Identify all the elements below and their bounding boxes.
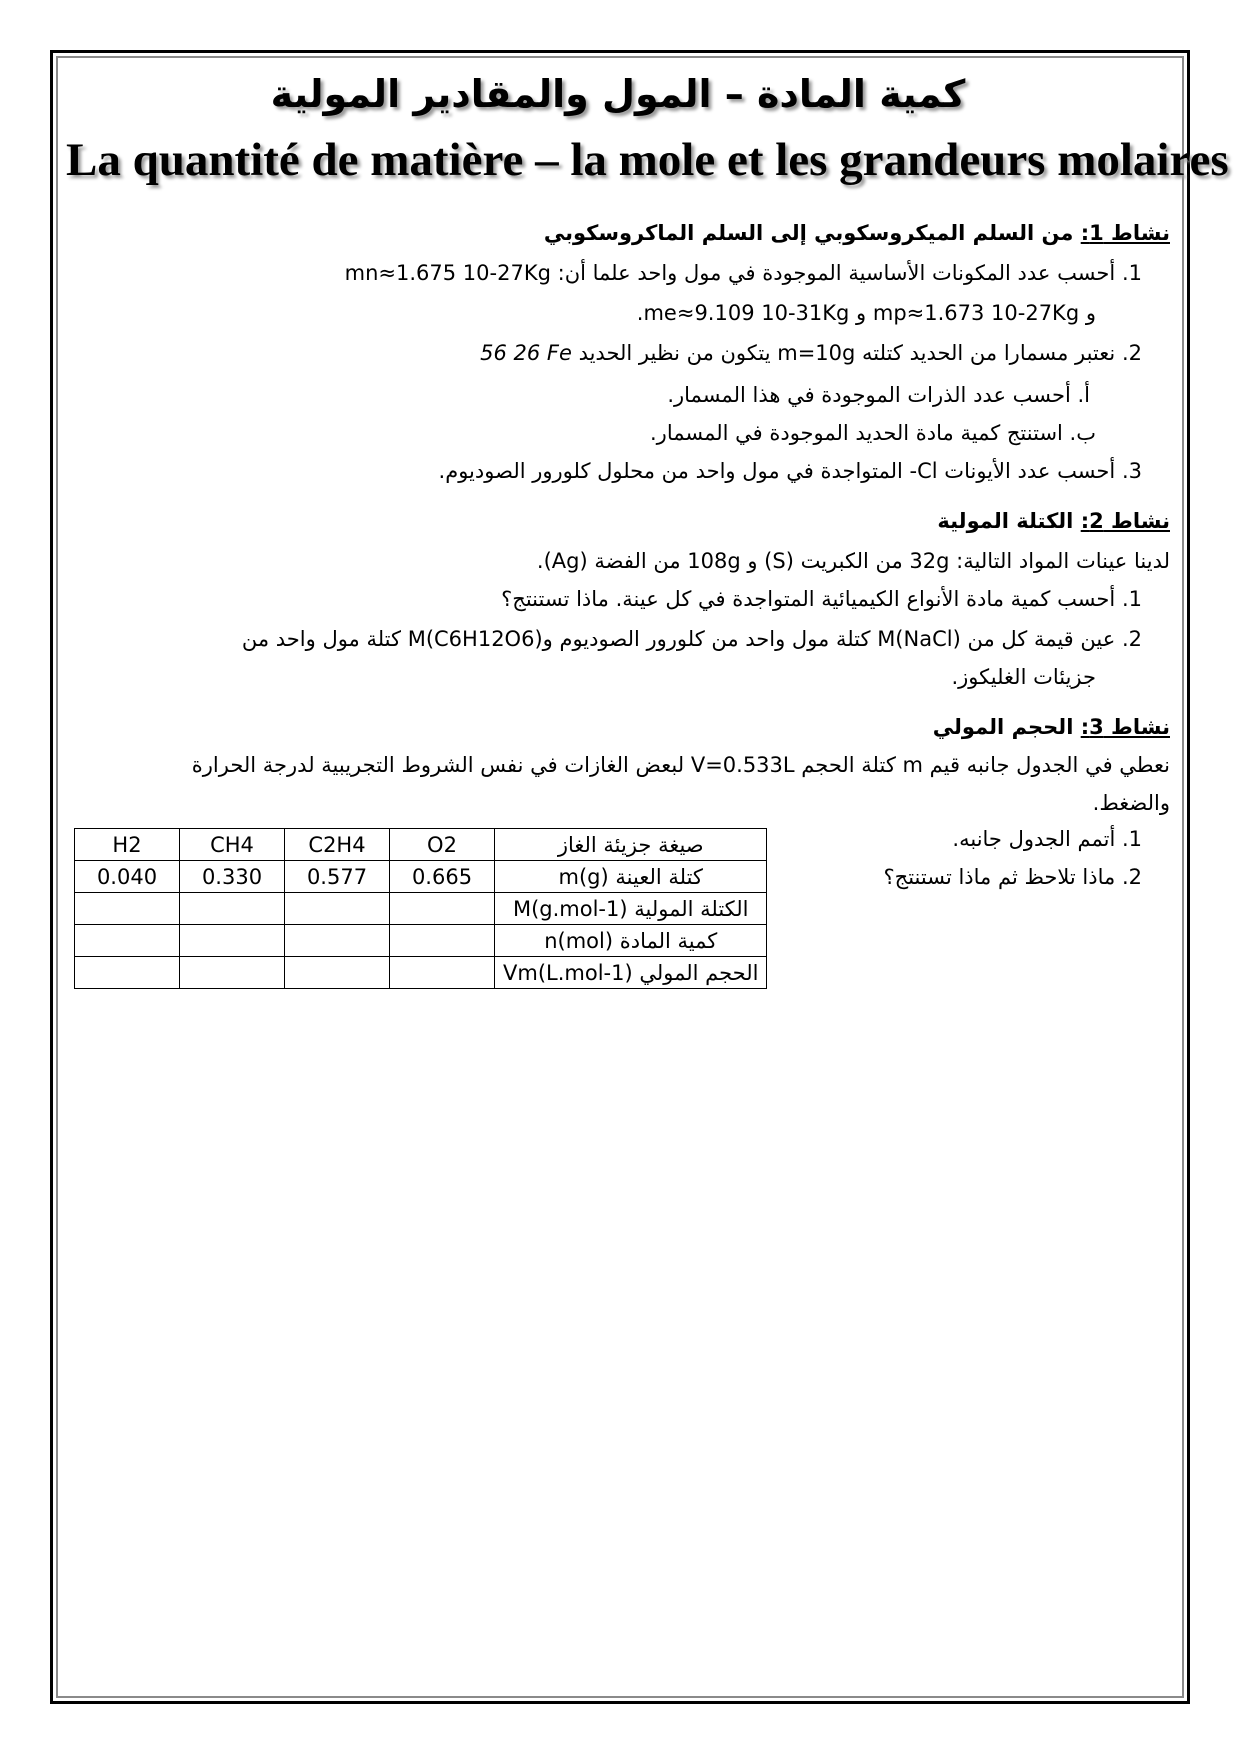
activity1-label: نشاط 1: (1080, 221, 1170, 245)
row-header-molar-volume: الحجم المولي Vm(L.mol-1) (495, 957, 767, 989)
empty-cell[interactable] (390, 893, 495, 925)
gas-cell: CH4 (180, 829, 285, 861)
activity1-q2-text: نعتبر مسمارا من الحديد كتلته m=10g يتكون من نظير الحديد (578, 341, 1116, 365)
activity3-heading (933, 714, 1170, 741)
row-header-amount: كمية المادة n(mol) (495, 925, 767, 957)
activity1-q1-neutron-mass: mn≈1.675 10-27Kg (344, 261, 551, 285)
activity1-q3 (439, 458, 1142, 485)
gas-cell: O2 (390, 829, 495, 861)
empty-cell[interactable] (180, 957, 285, 989)
activity1-q3-number: 3. (1121, 459, 1142, 483)
gas-cell: C2H4 (285, 829, 390, 861)
table-row-formula (75, 829, 767, 861)
title-french: La quantité de matière – la mole et les grandeurs molaires (66, 134, 1229, 186)
activity2-intro: لدينا عينات المواد التالية: 32g من الكبريت (S) و 108g من الفضة (Ag). (536, 549, 1170, 573)
empty-cell[interactable] (390, 957, 495, 989)
activity3-title: الحجم المولي (932, 715, 1074, 739)
table-row-amount (75, 925, 767, 957)
activity1-q2b: ب. استنتج كمية مادة الحديد الموجودة في المسمار. (650, 421, 1096, 445)
activity3-q2: 2. ماذا تلاحظ ثم ماذا تستنتج؟ (883, 865, 1142, 889)
empty-cell[interactable] (285, 925, 390, 957)
activity3-q1: 1. أتمم الجدول جانبه. (952, 827, 1142, 851)
empty-cell[interactable] (390, 925, 495, 957)
activity2-title: الكتلة المولية (937, 509, 1074, 533)
empty-cell[interactable] (180, 925, 285, 957)
activity1-q1-line2: و mp≈1.673 10-27Kg و me≈9.109 10-31Kg. (636, 301, 1096, 325)
row-header-molar-mass: الكتلة المولية M(g.mol-1) (495, 893, 767, 925)
activity1-q2 (480, 340, 1142, 367)
activity1-q3-text: أحسب عدد الأيونات Cl- المتواجدة في مول واحد من محلول كلورور الصوديوم. (438, 459, 1116, 483)
activity1-q2-number: 2. (1121, 341, 1142, 365)
empty-cell[interactable] (180, 893, 285, 925)
activity3-intro-line2: والضغط. (1092, 791, 1170, 815)
mass-cell: 0.330 (180, 861, 285, 893)
activity1-q1-text: أحسب عدد المكونات الأساسية الموجودة في مول واحد علما أن: (557, 261, 1116, 285)
activity1-q2a: أ. أحسب عدد الذرات الموجودة في هذا المسمار. (667, 383, 1090, 407)
row-header-mass: كتلة العينة m(g) (495, 861, 767, 893)
activity2-q2-text: عين قيمة كل من M(NaCl) كتلة مول واحد من كلورور الصوديوم وM(C6H12O6) كتلة مول واحد من (241, 627, 1116, 651)
empty-cell[interactable] (285, 893, 390, 925)
activity1-title: من السلم الميكروسكوبي إلى السلم الماكروسكوبي (543, 221, 1074, 245)
title-arabic: كمية المادة – المول والمقادير المولية (270, 72, 966, 116)
row-header-formula: صيغة جزيئة الغاز (495, 829, 767, 861)
empty-cell[interactable] (285, 957, 390, 989)
table-row-mass (75, 861, 767, 893)
empty-cell[interactable] (75, 893, 180, 925)
activity3-intro: نعطي في الجدول جانبه قيم m كتلة الحجم V=0.533L لبعض الغازات في نفس الشروط التجريبية لدرجة الحرارة (191, 753, 1170, 777)
activity2-heading (937, 508, 1170, 535)
gas-cell: H2 (75, 829, 180, 861)
mass-cell: 0.577 (285, 861, 390, 893)
activity2-q2-line2: جزيئات الغليكوز. (951, 665, 1096, 689)
empty-cell[interactable] (75, 957, 180, 989)
table-row-molar-volume (75, 957, 767, 989)
activity2-q1-text: أحسب كمية مادة الأنواع الكيميائية المتواجدة في كل عينة. ماذا تستنتج؟ (501, 587, 1116, 611)
activity2-q2 (242, 626, 1142, 653)
activity2-q1-number: 1. (1121, 587, 1142, 611)
activity3-label: نشاط 3: (1080, 715, 1170, 739)
table-row-molar-mass (75, 893, 767, 925)
activity1-heading (544, 220, 1170, 247)
iron-isotope-symbol: 56 26 Fe (480, 341, 572, 365)
mass-cell: 0.665 (390, 861, 495, 893)
activity2-q2-number: 2. (1121, 627, 1142, 651)
activity1-q1 (345, 260, 1142, 287)
activity2-label: نشاط 2: (1080, 509, 1170, 533)
activity1-q1-number: 1. (1121, 261, 1142, 285)
mass-cell: 0.040 (75, 861, 180, 893)
gas-data-table (74, 828, 767, 989)
activity2-q1 (501, 586, 1142, 613)
empty-cell[interactable] (75, 925, 180, 957)
